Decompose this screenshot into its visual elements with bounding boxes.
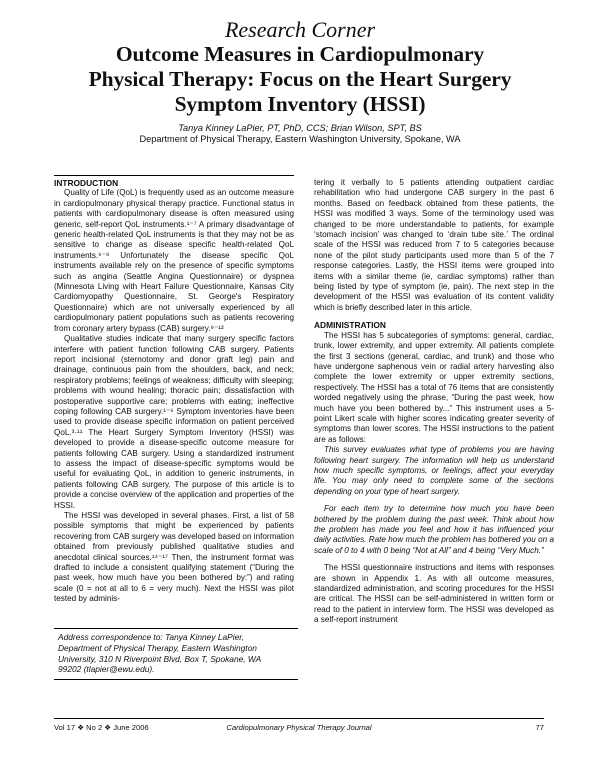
continued-paragraph: tering it verbally to 5 patients attending outpatient cardiac rehabilitation who had undergone CAB surgery in the past 6 months. Based on feedback obtained from these patients, the HSSI was modified 3 ways. Some of the terminology used was changed to be more understandable to patients, for example ‘stomach incision’ was changed to ‘drain tube site.’ The ordinal scale of the HSSI was reduced from 7 to 5 categories because none of the pilot study participants used more than 5 of the 7 response categories. Lastly, the HSSI items were grouped into items with a similar theme (ie, cardiac symptoms) rather than being listed by type of symptom (ie, pain). The next step in the development of the HSSI was evaluation of its content validity which is briefly described later in this article.	[314, 178, 554, 312]
admin-paragraph-2: The HSSI questionnaire instructions and items with responses are shown in Appendix 1. As with all outcome measures, standardized administration, and scoring procedures for the HSSI are critical. The HSSI can be self-administered in written form or read to the patient in interview form. The HSSI was developed as a self-report instrument	[314, 563, 554, 625]
title-line-3: Symptom Inventory (HSSI)	[174, 92, 426, 116]
journal-name: Cardiopulmonary Physical Therapy Journal	[226, 723, 372, 732]
introduction-heading: INTRODUCTION	[54, 178, 119, 188]
section-kicker: Research Corner	[224, 17, 376, 42]
intro-paragraph-1: Quality of Life (QoL) is frequently used as an outcome measure in cardiopulmonary physical therapy practice. Functional status in patients with cardiopulmonary disease is often measured using generic, self-report QoL instruments.¹⁻⁷ A primary disadvantage of generic health-related QoL instruments is that they may not be as sensitive to change as disease specific health-related QoL instruments.⁶⁻⁸ Unfortunately the disease specific QoL instruments available rely on the presence of specific symptoms such as angina (Seattle Angina Questionnaire) or dyspnea (Minnesota Living with Heart Failure Questionnaire, Kansas City Cardiomyopathy Questionnaire, St. George's Respiratory Questionnaire) which are not universally experienced by all cardiopulmonary patient populations such as patients recovering from coronary artery bypass (CAB) surgery.⁹⁻¹²	[54, 188, 294, 333]
intro-paragraph-3: The HSSI was developed in several phases. First, a list of 58 possible symptoms that might be experienced by patients recovering from CAB surgery was developed based on information obtained from previously published qualitative studies and anecdotal clinical sources.¹⁴⁻¹⁷ Then, the instrument format was drafted to include a consistent qualifying statement (“During the past week, how much have you been bothered by:”) and rating scale (0 = not at all to 6 = very much). Next the HSSI was pilot tested by adminis-	[54, 511, 294, 604]
correspondence-line-1: Address correspondence to: Tanya Kinney LaPier,	[58, 632, 244, 642]
article-title	[0, 42, 600, 117]
intro-paragraph-2: Qualitative studies indicate that many surgery specific factors interfere with patient function following CAB surgery. Patients report incisional (sternotomy and donor graft leg) pain and drainage, continuous pain from the shoulders, back, and neck; respiratory problems; feelings of weakness; difficulty with sleeping; problems with wound healing; thoracic pain; dissatisfaction with postoperative supportive care; problems with eating; ineffective coping following CAB surgery.¹⁻⁶ Symptom inventories have been used to provide disease specific information on patient perceived QoL.³·¹¹ The Heart Surgery Symptom Inventory (HSSI) was developed to provide a disease-specific outcome measure for patients following CAB surgery. Using a standardized instrument to assess the impact of disease-specific symptoms would be useful for evaluating QoL, in addition to generic instruments, in patients following CAB surgery. The purpose of this article is to provide a concise overview of the application and properties of the HSSI.	[54, 334, 294, 510]
author-list: Tanya Kinney LaPier, PT, PhD, CCS; Brian Wilson, SPT, BS	[178, 123, 422, 133]
title-line-1: Outcome Measures in Cardiopulmonary	[115, 42, 485, 66]
right-column	[314, 178, 554, 626]
left-column	[54, 178, 294, 605]
issue-info: Vol 17 ❖ No 2 ❖ June 2006	[54, 723, 149, 732]
page-number: 77	[535, 723, 544, 732]
correspondence-line-4: 99202 (tlapier@ewu.edu).	[58, 664, 155, 675]
footer-rule	[54, 718, 544, 719]
article-header	[0, 18, 600, 144]
correspondence-line-3: University, 310 N Riverpoint Blvd, Box T, Spokane, WA	[58, 653, 262, 664]
column-rule	[54, 175, 294, 176]
affiliation: Department of Physical Therapy, Eastern Washington University, Spokane, WA	[139, 134, 461, 144]
instructions-quote-2: For each item try to determine how much you have been bothered by the problem during the past week. Think about how the problem has made you feel and how it has influenced your daily activities. Rate how much the problem has bothered you on a scale of 0 to 4 with 0 being “Not at All” and 4 being “Very Much.”	[314, 504, 554, 555]
correspondence-line-2: Department of Physical Therapy, Eastern Washington	[58, 642, 257, 653]
title-line-2: Physical Therapy: Focus on the Heart Surgery	[88, 67, 512, 91]
correspondence-box	[54, 628, 298, 680]
administration-heading: ADMINISTRATION	[314, 320, 386, 331]
instructions-quote-1: This survey evaluates what type of problems you are having following heart surgery. The information will help us understand how much specific symptoms, or feelings, affect your everyday life. You may only need to complete some of the sections depending on your type of heart surgery.	[314, 445, 554, 496]
admin-paragraph-1: The HSSI has 5 subcategories of symptoms: general, cardiac, trunk, lower extremity, and upper extremity. All patients complete the first 3 sections (general, cardiac, and trunk) and those who have undergone saphenous vein or radial artery harvesting also complete the lower extremity or upper extremity sections, respectively. The HSSI has a total of 76 items that are consistently worded negatively using the phrase, “During the past week, how much have you been bothered by...” This instrument uses a 5-point Likert scale with higher scores indicating greater severity of symptoms than lower scores. The HSSI instructions to the patient are as follows:	[314, 330, 554, 444]
